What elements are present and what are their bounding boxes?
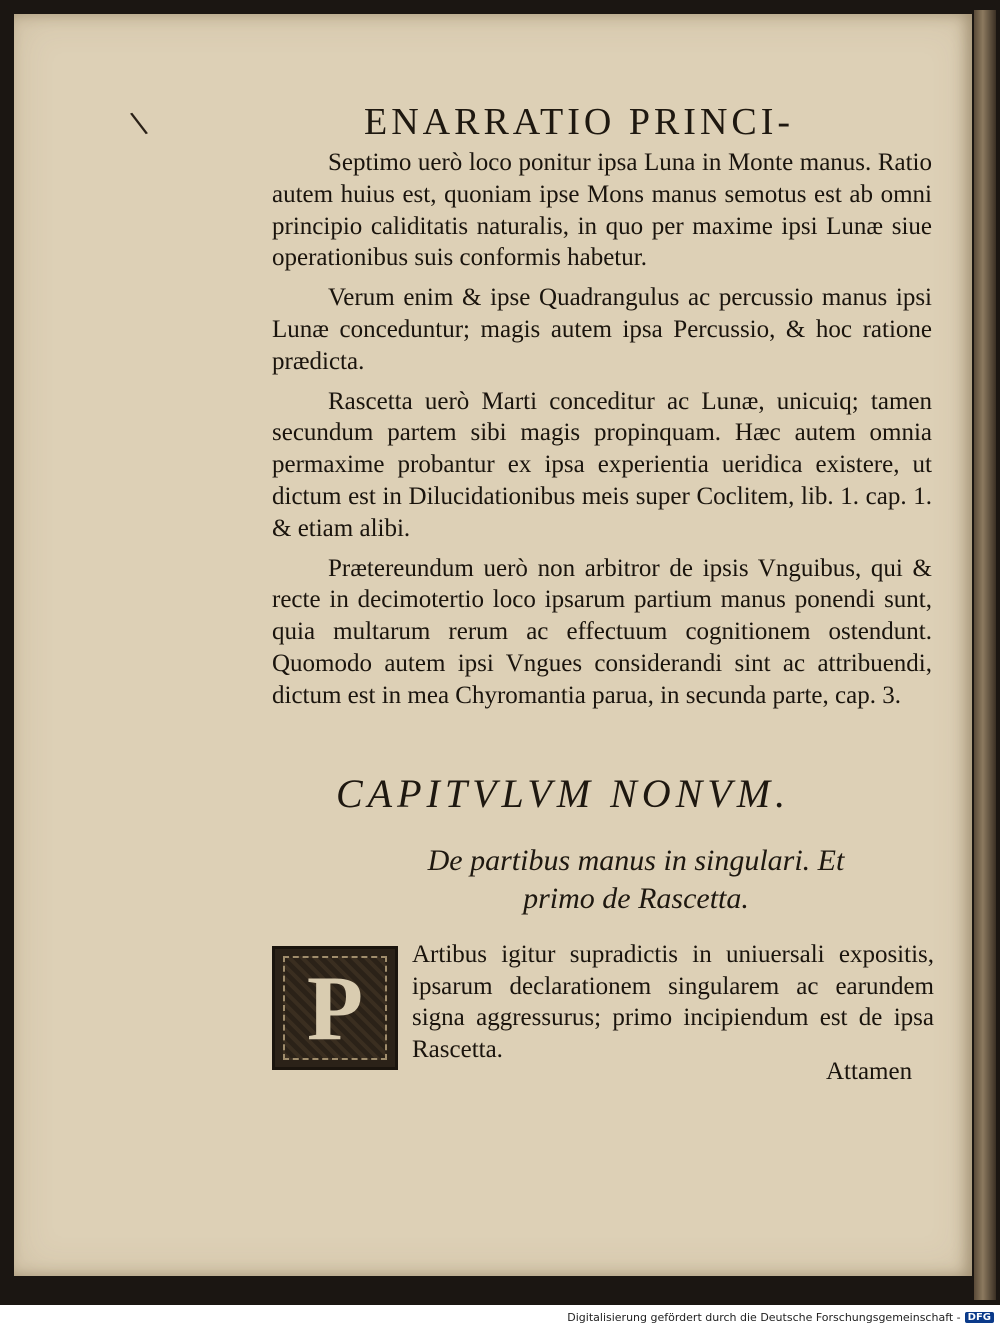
running-head: ENARRATIO PRINCI- (364, 101, 795, 143)
page-edge (974, 10, 996, 1300)
subtitle-line: De partibus manus in singulari. Et (427, 844, 845, 877)
digitization-footer (567, 1309, 994, 1325)
body-text (272, 147, 932, 712)
paragraph: Septimo uerò loco ponitur ipsa Luna in Monte manus. Ratio autem huius est, quoniam ipse Mons manus semotus est ab omni principio caliditatis naturalis, in quo per maxime ipsi Lunæ siue operationibus suis conformis habetur. (272, 149, 932, 272)
initial-letter: P (306, 957, 364, 1059)
chapter-title: CAPITVLVM NONVM. (336, 771, 791, 816)
paragraph: Artibus igitur supradictis in uniuersali expositis, ipsarum declarationem singularem ac earundem signa aggressurus; primo incipiendum est de ipsa Rascetta. (412, 941, 934, 1063)
dropcap-paragraph (412, 939, 934, 1065)
initial-ornament (283, 956, 387, 1060)
paragraph: Prætereundum uerò non arbitror de ipsis Vnguibus, qui & recte in decimotertio loco ipsarum partium manus ponendi sunt, quia multarum rerum ac effectuum cognitionem ostendunt. Quomodo autem ipsi Vngues considerandi sint ac attribuendi, dictum est in mea Chyromantia parua, in secunda parte, cap. 3. (272, 554, 932, 709)
chapter-subtitle (376, 842, 896, 918)
decorated-initial (272, 946, 398, 1070)
paragraph: Rascetta uerò Marti conceditur ac Lunæ, unicuiq; tamen secundum partem sibi magis propinquam. Hæc autem omnia permaxime probantur ex ipsa experientia ueridica existere, ut dictum est in Dilucidationibus meis super Coclitem, lib. 1. cap. 1. & etiam alibi. (272, 387, 932, 542)
footer-text: Digitalisierung gefördert durch die Deutsche Forschungsgemeinschaft - (567, 1310, 961, 1324)
margin-mark: \ (128, 105, 150, 142)
dfg-logo: DFG (965, 1312, 994, 1323)
paragraph: Verum enim & ipse Quadrangulus ac percussio manus ipsi Lunæ conceduntur; magis autem ipsa Percussio, & hoc ratione prædicta. (272, 284, 932, 375)
subtitle-line: primo de Rascetta. (523, 882, 749, 915)
book-page (14, 14, 972, 1276)
catchword: Attamen (826, 1058, 913, 1085)
